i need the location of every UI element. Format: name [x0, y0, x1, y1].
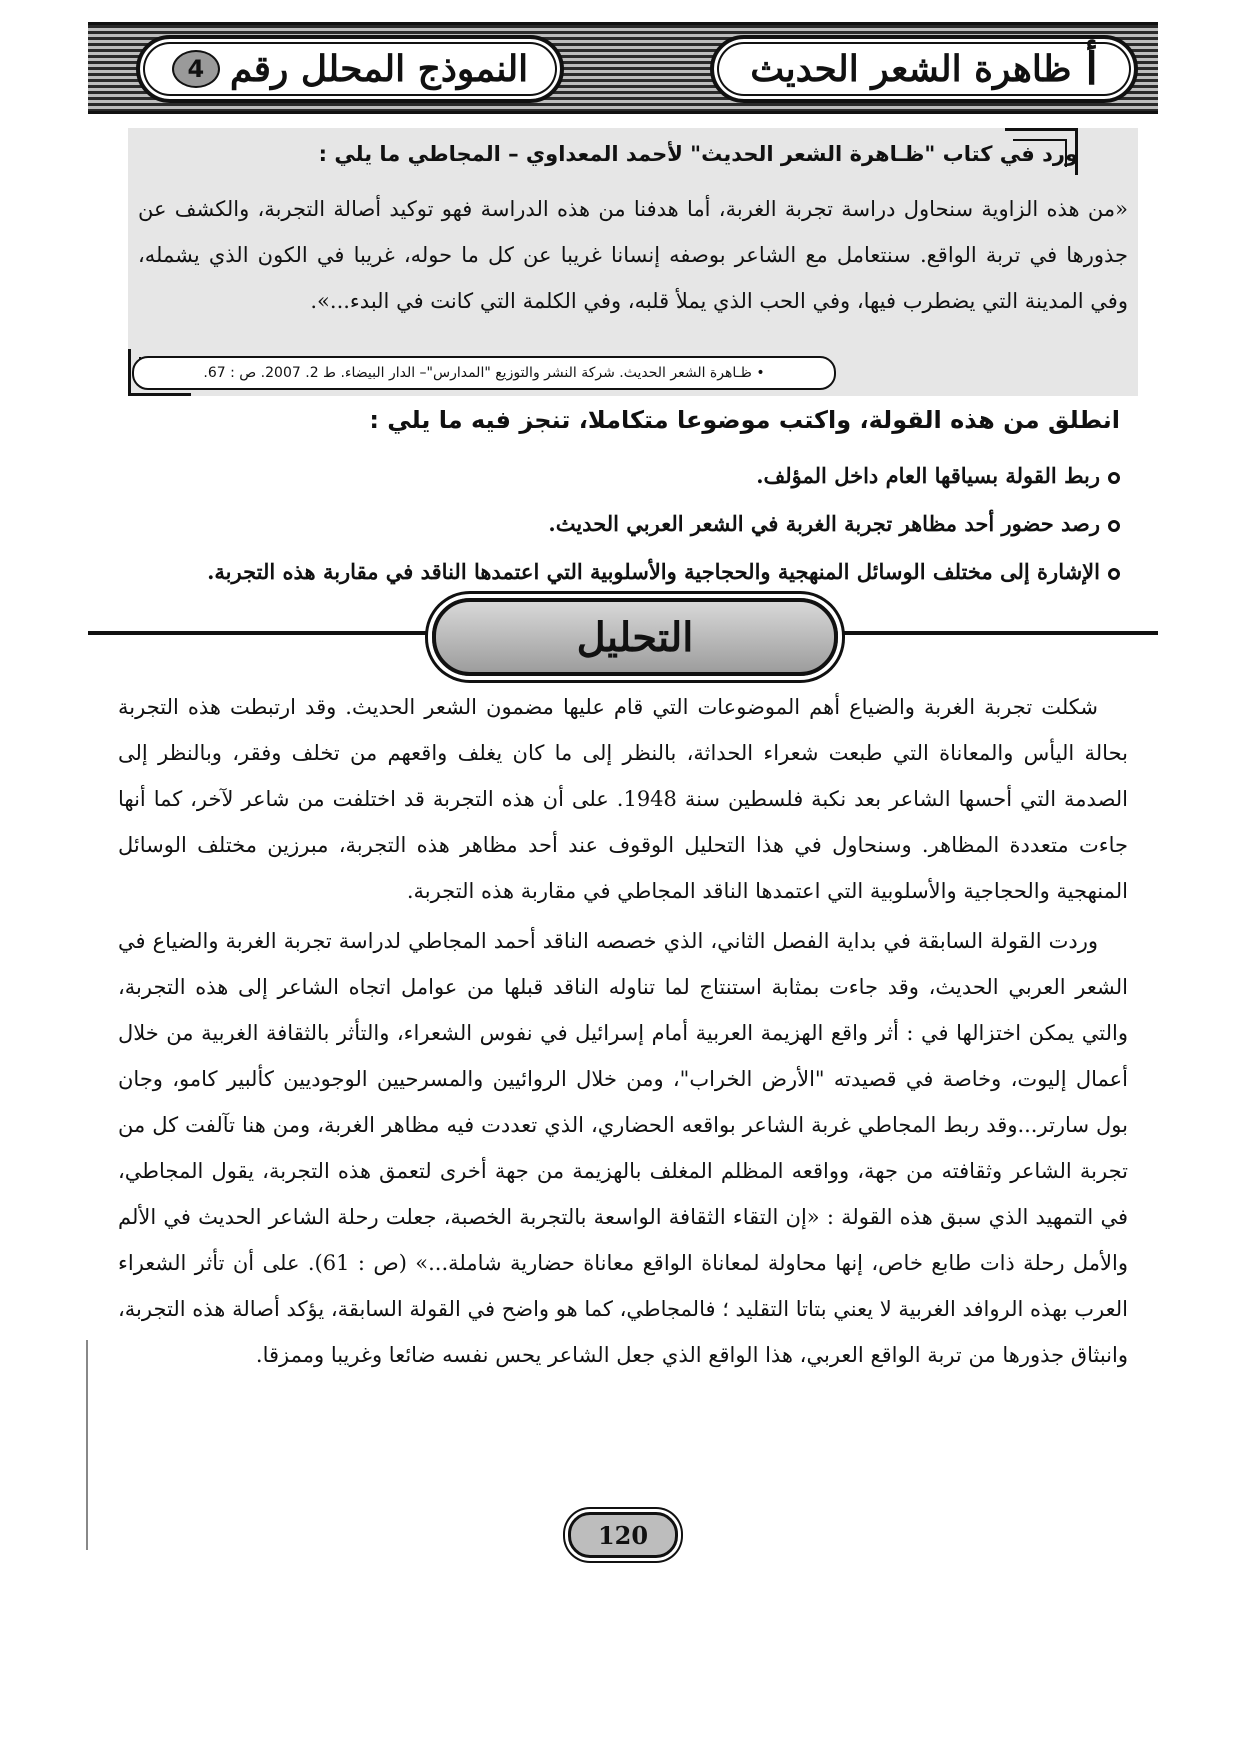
list-item: الإشارة إلى مختلف الوسائل المنهجية والحجاجية والأسلوبية التي اعتمدها الناقد في مقاربة هذه التجربة. — [110, 548, 1120, 596]
section-letter: أ — [1085, 43, 1098, 95]
analysis-body — [118, 684, 1128, 1382]
page-number: 120 — [568, 1512, 678, 1558]
model-label: النموذج المحلل رقم — [229, 48, 529, 90]
task-title: انطلق من هذه القولة، واكتب موضوعا متكاملا، تنجز فيه ما يلي : — [369, 406, 1120, 434]
header-banner — [88, 22, 1158, 114]
circle-bullet-icon — [1108, 568, 1120, 580]
section-title: التحليل — [576, 613, 694, 661]
book-title: ظاهرة الشعر الحديث — [750, 48, 1072, 90]
paragraph: وردت القولة السابقة في بداية الفصل الثاني، الذي خصصه الناقد أحمد المجاطي لدراسة تجربة الغربة والضياع في الشعر العربي الحديث، وقد جاءت بمثابة استنتاج لما تناوله الناقد قبلها من عوامل اتجاه الشاعر إلى هذه التجربة، والتي يمكن اختزالها في : أثر واقع الهزيمة العربية أمام إسرائيل في نفوس الشعراء، والتأثر بالثقافة الغربية من خلال أعمال إليوت، وخاصة في قصيدته "الأرض الخراب"، ومن خلال الروائيين والمسرحيين الوجوديين كألبير كامو، وجان بول سارتر...وقد ربط المجاطي غربة الشاعر بواقعه الحضاري، الذي تعددت فيه مظاهر الغربة، ومن هنا تآلفت كل من تجربة الشاعر وثقافته من جهة، وواقعه المظلم المغلف بالهزيمة من جهة أخرى لتعمق هذه التجربة، يقول المجاطي، في التمهيد الذي سبق هذه القولة : «إن التقاء الثقافة الواسعة بالتجربة الخصبة، جعلت رحلة الشاعر الحديث في الألم والأمل رحلة ذات طابع خاص، إنها محاولة لمعاناة الواقع معاناة حضارية شاملة...» (ص : 61). على أن تأثر الشعراء العرب بهذه الروافد الغربية لا يعني بتاتا التقليد ؛ فالمجاطي، كما هو واضح في القولة السابقة، يؤكد أصالة هذه التجربة، وانبثاق جذورها من تربة الواقع العربي، هذا الواقع الذي جعل الشاعر يحس نفسه ضائعا وغريبا وممزقا. — [118, 929, 1128, 1367]
list-item: ربط القولة بسياقها العام داخل المؤلف. — [110, 452, 1120, 500]
model-number-badge: 4 — [172, 50, 220, 88]
circle-bullet-icon — [1108, 472, 1120, 484]
margin-line — [86, 1340, 88, 1550]
quote-text: «من هذه الزاوية سنحاول دراسة تجربة الغربة، أما هدفنا من هذه الدراسة فهو توكيد أصالة التجربة، والكشف عن جذورها في تربة الواقع. سنتعامل مع الشاعر بوصفه إنسانا غريبا عن كل ما حوله، غريبا في الكون الذي يشمله، وفي المدينة التي يضطرب فيها، وفي الحب الذي يملأ قلبه، وفي الكلمة التي كانت في البدء...». — [138, 197, 1128, 313]
list-item: رصد حضور أحد مظاهر تجربة الغربة في الشعر العربي الحديث. — [110, 500, 1120, 548]
book-title-pill — [710, 35, 1138, 103]
model-label-pill — [136, 35, 564, 103]
quote-intro: ورد في كتاب "ظـاهرة الشعر الحديث" لأحمد المعداوي – المجاطي ما يلي : — [318, 142, 1078, 166]
paragraph: شكلت تجربة الغربة والضياع أهم الموضوعات التي قام عليها مضمون الشعر الحديث. وقد ارتبطت هذه التجربة بحالة اليأس والمعاناة التي طبعت شعراء الحداثة، بالنظر إلى ما كان يغلف واقعهم من تخلف وفقر، وبالنظر إلى الصدمة التي أحسها الشاعر بعد نكبة فلسطين سنة 1948. على أن هذه التجربة قد اختلفت من شاعر لآخر، كما أنها جاءت متعددة المظاهر. وسنحاول في هذا التحليل الوقوف عند أحد مظاهر هذه التجربة، مبرزين مختلف الوسائل المنهجية والحجاجية والأسلوبية التي اعتمدها الناقد المجاطي في مقاربة هذه التجربة. — [118, 695, 1129, 903]
circle-bullet-icon — [1108, 520, 1120, 532]
quote-source: • ظـاهرة الشعر الحديث. شركة النشر والتوزيع "المدارس"– الدار البيضاء. ط 2. 2007. ص : 67. — [132, 356, 836, 390]
section-heading-pill — [432, 598, 838, 676]
task-list — [110, 452, 1120, 596]
